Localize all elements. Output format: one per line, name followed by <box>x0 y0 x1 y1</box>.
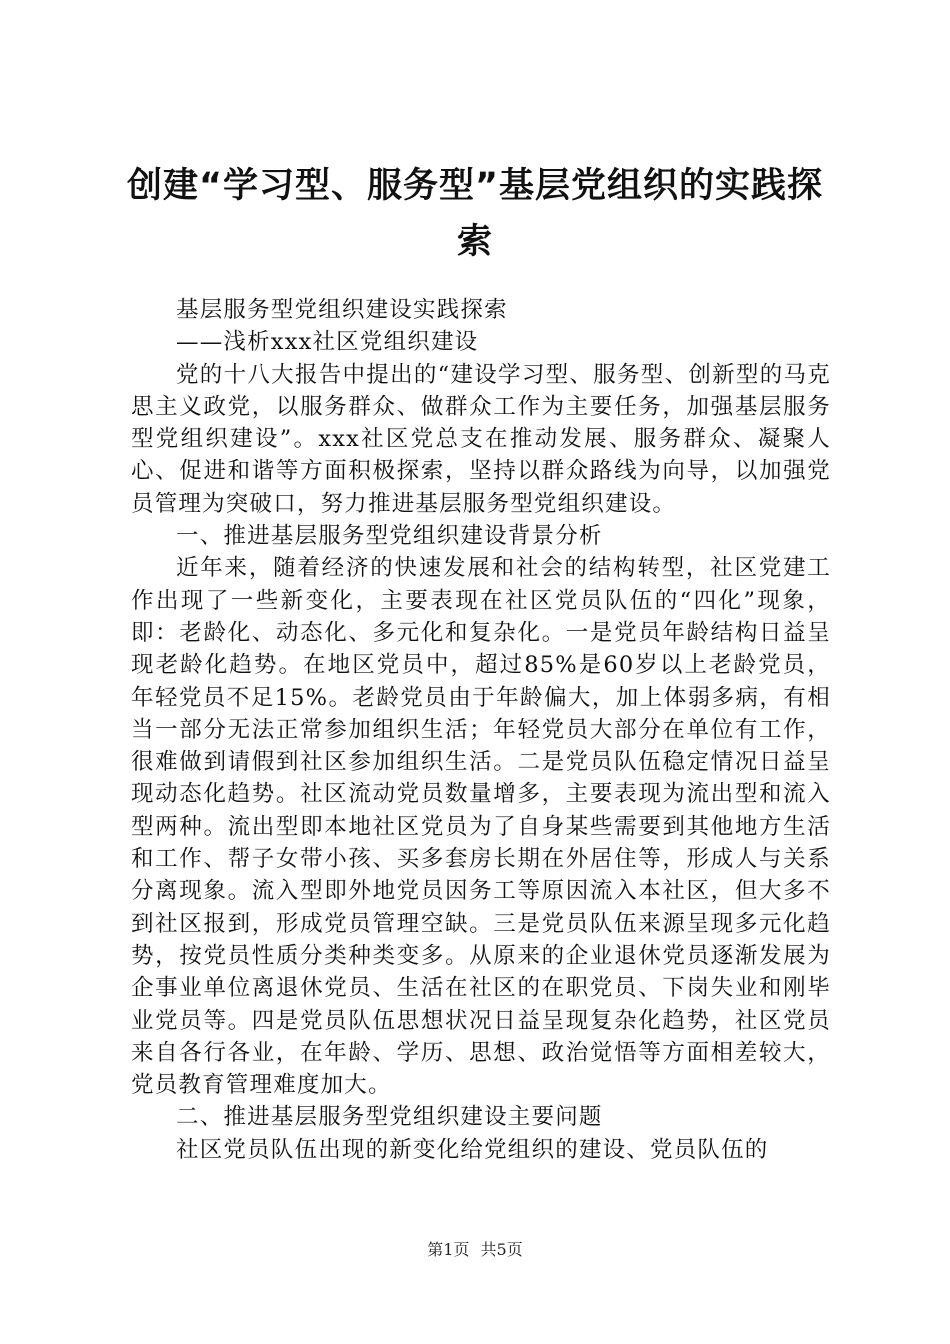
section-heading-1: 一、推进基层服务型党组织建设背景分析 <box>176 523 603 550</box>
document-title: 创建“学习型、服务型”基层党组织的实践探索 <box>126 166 823 262</box>
page-total: 共5页 <box>480 1240 523 1259</box>
subtitle: 基层服务型党组织建设实践探索 <box>176 297 508 323</box>
section-heading-2: 二、推进基层服务型党组织建设主要问题 <box>176 1104 603 1131</box>
page-footer <box>0 1239 950 1261</box>
sub-subtitle: ——浅析xxx社区党组织建设 <box>176 329 479 356</box>
page-number: 第1页 <box>427 1240 470 1259</box>
document-body <box>131 294 831 1166</box>
paragraph-intro: 党的十八大报告中提出的“建设学习型、服务型、创新型的马克思主义政党，以服务群众、做群众工作为主要任务，加强基层服务型党组织建设”。xxx社区党总支在推动发展、服务群众、凝聚人心、促进和谐等方面积极探索，坚持以群众路线为向导，以加强党员管理为突破口，努力推进基层服务型党组织建设。 <box>131 361 831 517</box>
paragraph-problems: 社区党员队伍出现的新变化给党组织的建设、党员队伍的 <box>176 1136 769 1163</box>
paragraph-background: 近年来，随着经济的快速发展和社会的结构转型，社区党建工作出现了一些新变化，主要表现在社区党员队伍的“四化”现象，即：老龄化、动态化、多元化和复杂化。一是党员年龄结构日益呈现老龄化趋势。在地区党员中，超过85%是60岁以上老龄党员，年轻党员不足15%。老龄党员由于年龄偏大，加上体弱多病，有相当一部分无法正常参加组织生活；年轻党员大部分在单位有工作，很难做到请假到社区参加组织生活。二是党员队伍稳定情况日益呈现动态化趋势。社区流动党员数量增多，主要表现为流出型和流入型两种。流出型即本地社区党员为了自身某些需要到其他地方生活和工作、帮子女带小孩、买多套房长期在外居住等，形成人与关系分离现象。流入型即外地党员因务工等原因流入本社区，但大多不到社区报到，形成党员管理空缺。三是党员队伍来源呈现多元化趋势，按党员性质分类种类变多。从原来的企业退休党员逐渐发展为企事业单位离退休党员、生活在社区的在职党员、下岗失业和刚毕业党员等。四是党员队伍思想状况日益呈现复杂化趋势，社区党员来自各行各业，在年龄、学历、思想、政治觉悟等方面相差较大，党员教育管理难度加大。 <box>131 555 831 1099</box>
